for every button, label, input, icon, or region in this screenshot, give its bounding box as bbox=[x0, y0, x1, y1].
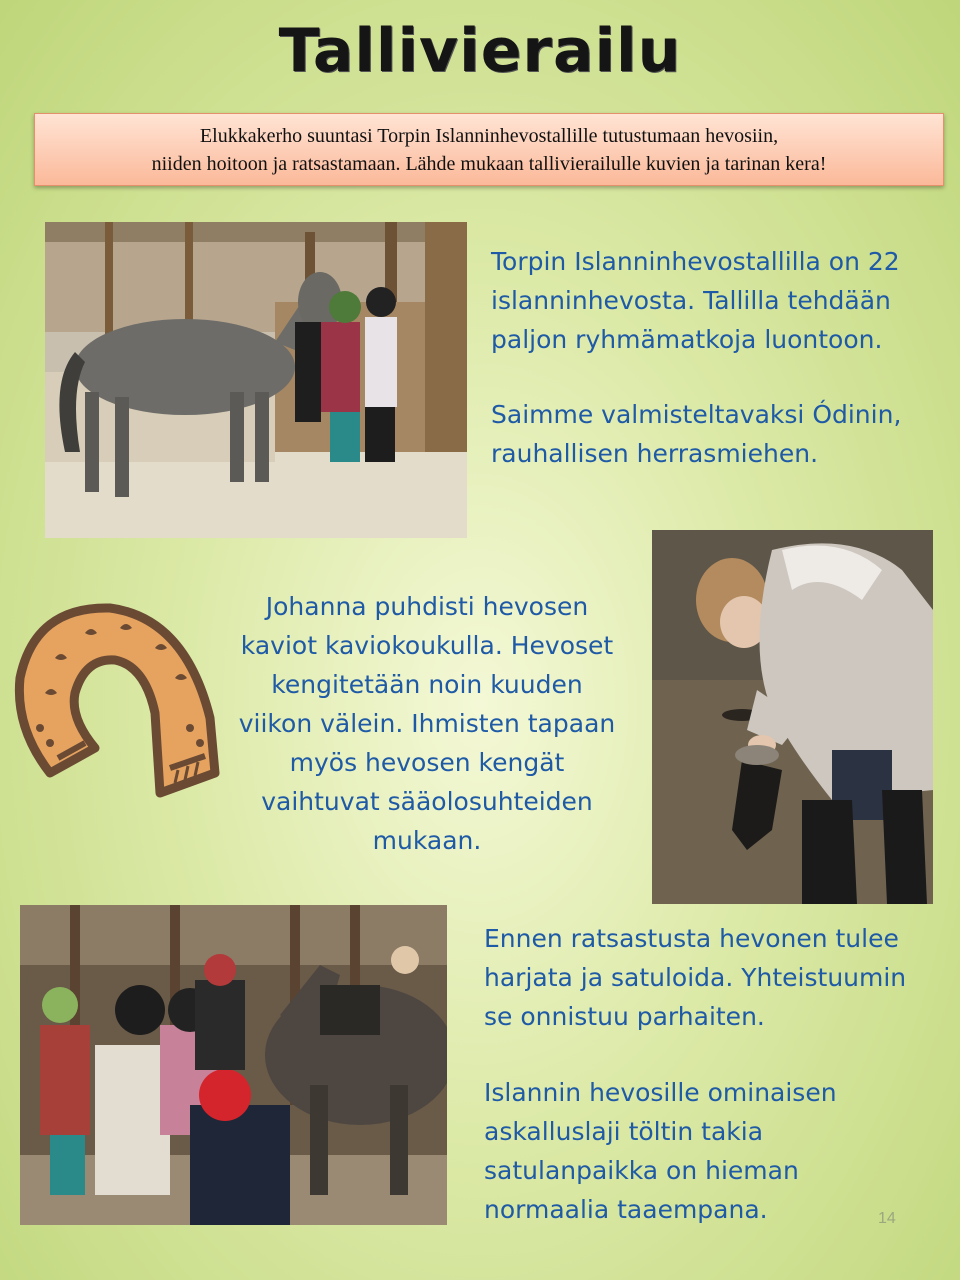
stable-info-text bbox=[491, 242, 931, 473]
text-line: askalluslaji töltin takia bbox=[484, 1117, 764, 1146]
horseshoe-icon bbox=[10, 598, 220, 813]
intro-line: Elukkakerho suuntasi Torpin Islanninhevostallille tutustumaan hevosiin, bbox=[199, 125, 779, 147]
intro-line: niiden hoitoon ja ratsastamaan. Lähde mukaan tallivierailulle kuvien ja tarinan kera! bbox=[151, 153, 827, 175]
text-line: Islannin hevosille ominaisen bbox=[484, 1078, 837, 1107]
text-line: Johanna puhdisti hevosen bbox=[265, 592, 589, 621]
text-line: rauhallisen herrasmiehen. bbox=[491, 439, 819, 468]
text-line: kengitetään noin kuuden bbox=[271, 670, 583, 699]
text-line: se onnistuu parhaiten. bbox=[484, 1002, 765, 1031]
stable-horse-photo bbox=[45, 222, 467, 538]
text-line: normaalia taaempana. bbox=[484, 1195, 768, 1224]
saddling-text bbox=[484, 919, 944, 1229]
page-title: Tallivierailu bbox=[278, 16, 682, 86]
text-line: viikon välein. Ihmisten tapaan bbox=[238, 709, 616, 738]
text-line: Saimme valmisteltavaksi Ódinin, bbox=[491, 400, 902, 429]
text-line: islanninhevosta. Tallilla tehdään bbox=[491, 286, 891, 315]
text-line: Torpin Islanninhevostallilla on 22 bbox=[491, 247, 900, 276]
text-line: vaihtuvat sääolosuhteiden bbox=[261, 787, 593, 816]
hoof-cleaning-photo bbox=[652, 530, 933, 904]
text-line: Ennen ratsastusta hevonen tulee bbox=[484, 924, 899, 953]
saddling-photo bbox=[20, 905, 447, 1225]
text-line: kaviot kaviokoukulla. Hevoset bbox=[240, 631, 614, 660]
text-line: myös hevosen kengät bbox=[289, 748, 565, 777]
page-number: 14 bbox=[878, 1210, 896, 1227]
text-line: paljon ryhmämatkoja luontoon. bbox=[491, 325, 883, 354]
hoof-cleaning-text bbox=[220, 587, 634, 860]
text-line: harjata ja satuloida. Yhteistuumin bbox=[484, 963, 907, 992]
text-line: mukaan. bbox=[372, 826, 482, 855]
text-line: satulanpaikka on hieman bbox=[484, 1156, 799, 1185]
intro-box bbox=[34, 113, 944, 186]
